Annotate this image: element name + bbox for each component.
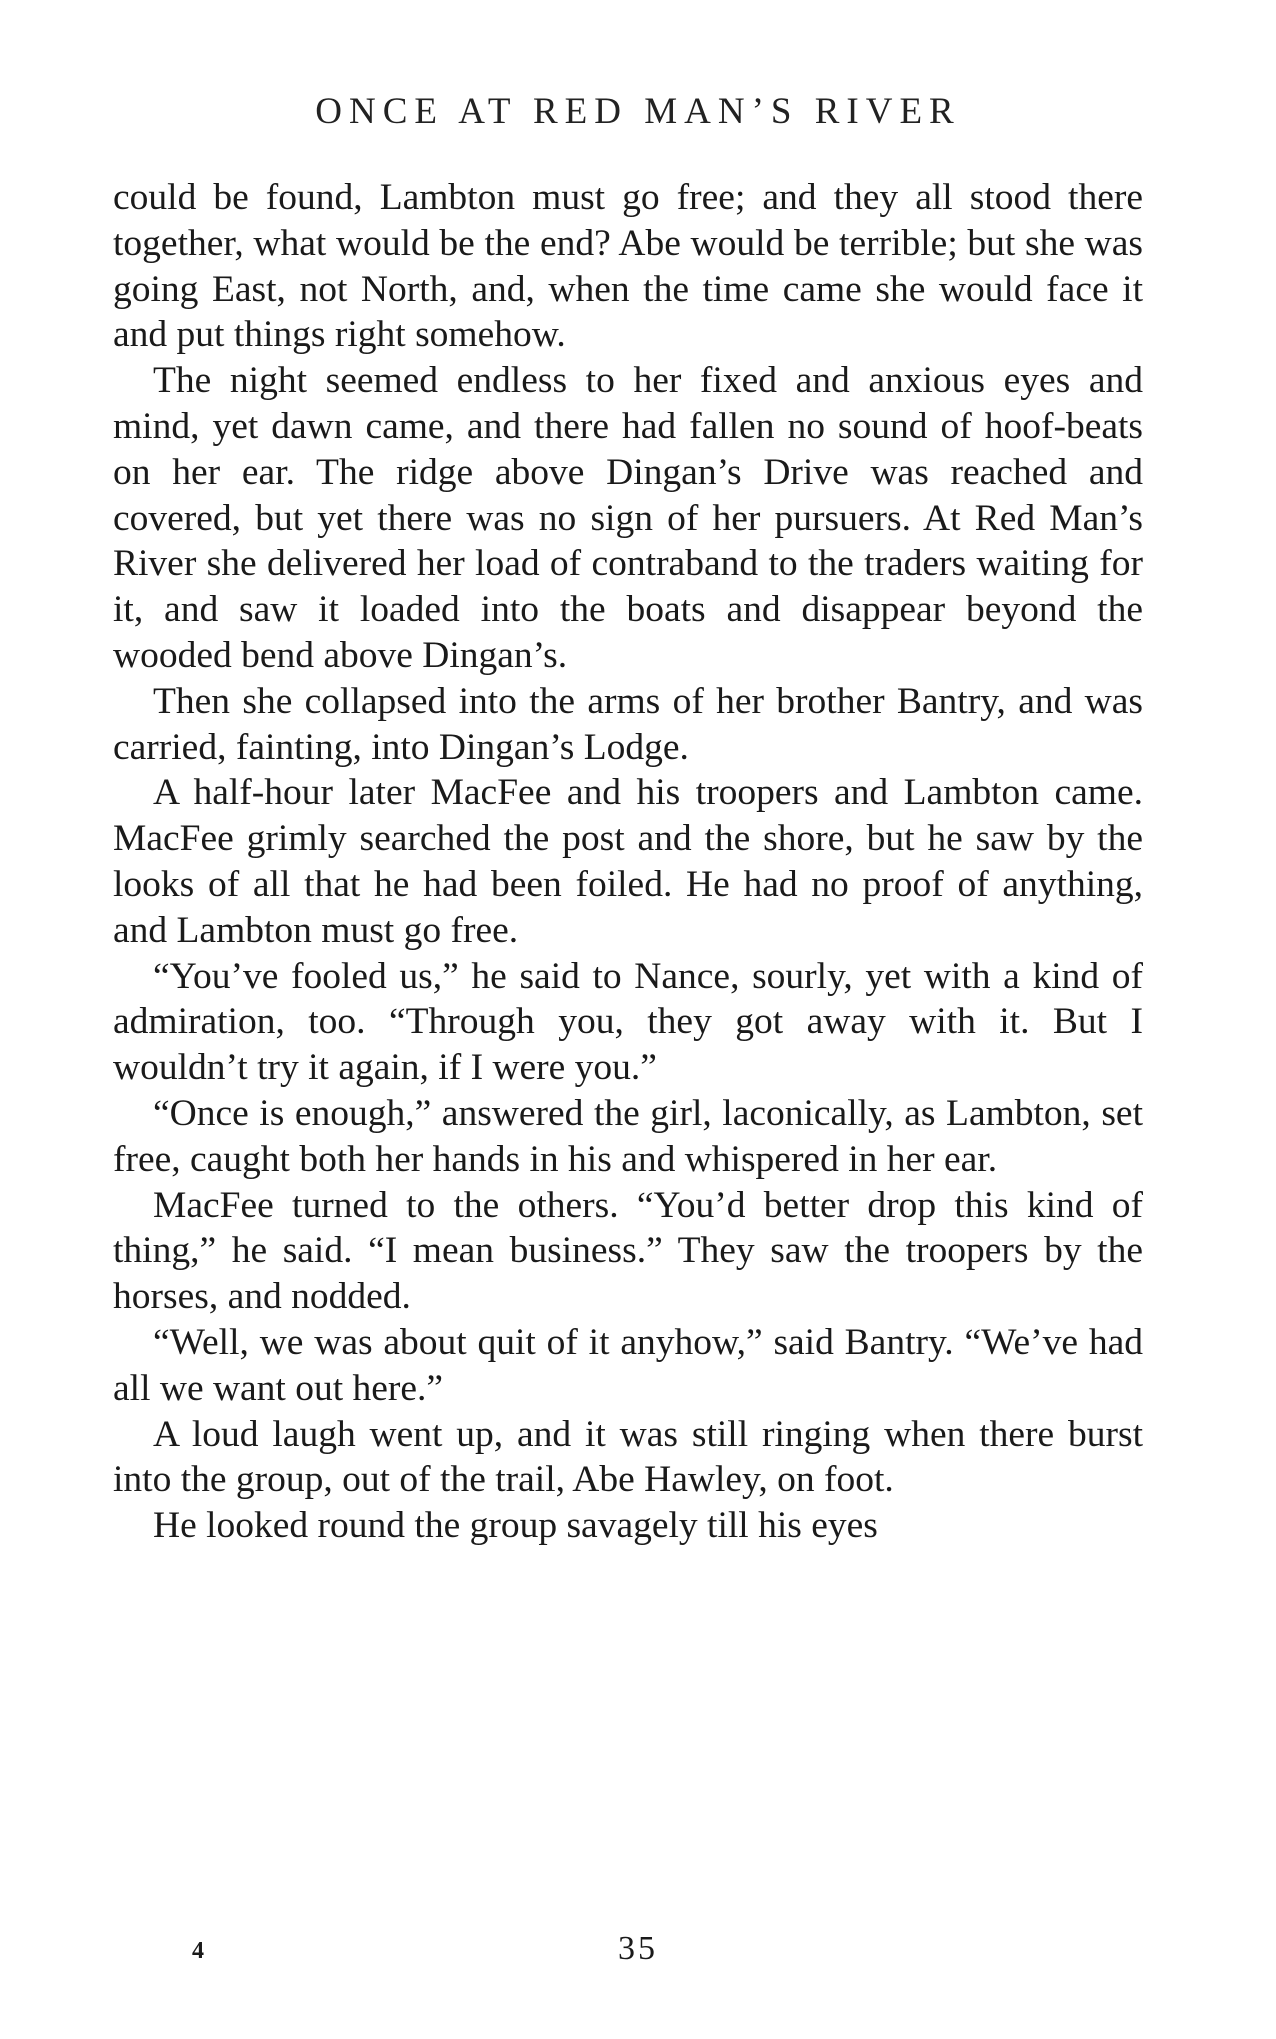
signature-mark: 4 [192,1938,207,1964]
paragraph: Then she collapsed into the arms of her brother Bantry, and was carried, fainting, into Dingan’s Lodge. [113,680,1143,768]
paragraph: He looked round the group savagely till his eyes [153,1505,878,1547]
running-head: ONCE AT RED MAN’S RIVER [315,91,961,132]
paragraph: “Once is enough,” answered the girl, laconically, as Lambton, set free, caught both her hands in his and whispered in her ear. [113,1092,1143,1180]
body-text [113,175,1143,1549]
paragraph: “You’ve fooled us,” he said to Nance, sourly, yet with a kind of admiration, too. “Through you, they got away with it. But I wouldn’t try it again, if I were you.” [113,955,1143,1089]
paragraph: A loud laugh went up, and it was still ringing when there burst into the group, out of the trail, Abe Hawley, on foot. [113,1413,1143,1501]
paragraph: could be found, Lambton must go free; and they all stood there together, what would be the end? Abe would be terrible; but she was going East, not North, and, when the time came she would face it and put things right somehow. [113,177,1143,356]
paragraph: A half-hour later MacFee and his troopers and Lambton came. MacFee grimly searched the post and the shore, but he saw by the looks of all that he had been foiled. He had no proof of anything, and Lambton must go free. [113,772,1143,951]
paragraph: The night seemed endless to her fixed and anxious eyes and mind, yet dawn came, and there had fallen no sound of hoof-beats on her ear. The ridge above Dingan’s Drive was reached and covered, but yet there was no sign of her pursuers. At Red Man’s River she delivered her load of contraband to the traders waiting for it, and saw it loaded into the boats and disappear beyond the wooded bend above Dingan’s. [113,360,1143,676]
paragraph: “Well, we was about quit of it anyhow,” said Bantry. “We’ve had all we want out here.” [113,1321,1143,1409]
page-footer [0,1930,1276,1980]
paragraph: MacFee turned to the others. “You’d better drop this kind of thing,” he said. “I mean business.” They saw the troopers by the horses, and nodded. [113,1184,1143,1318]
page-number: 35 [618,1930,658,1967]
